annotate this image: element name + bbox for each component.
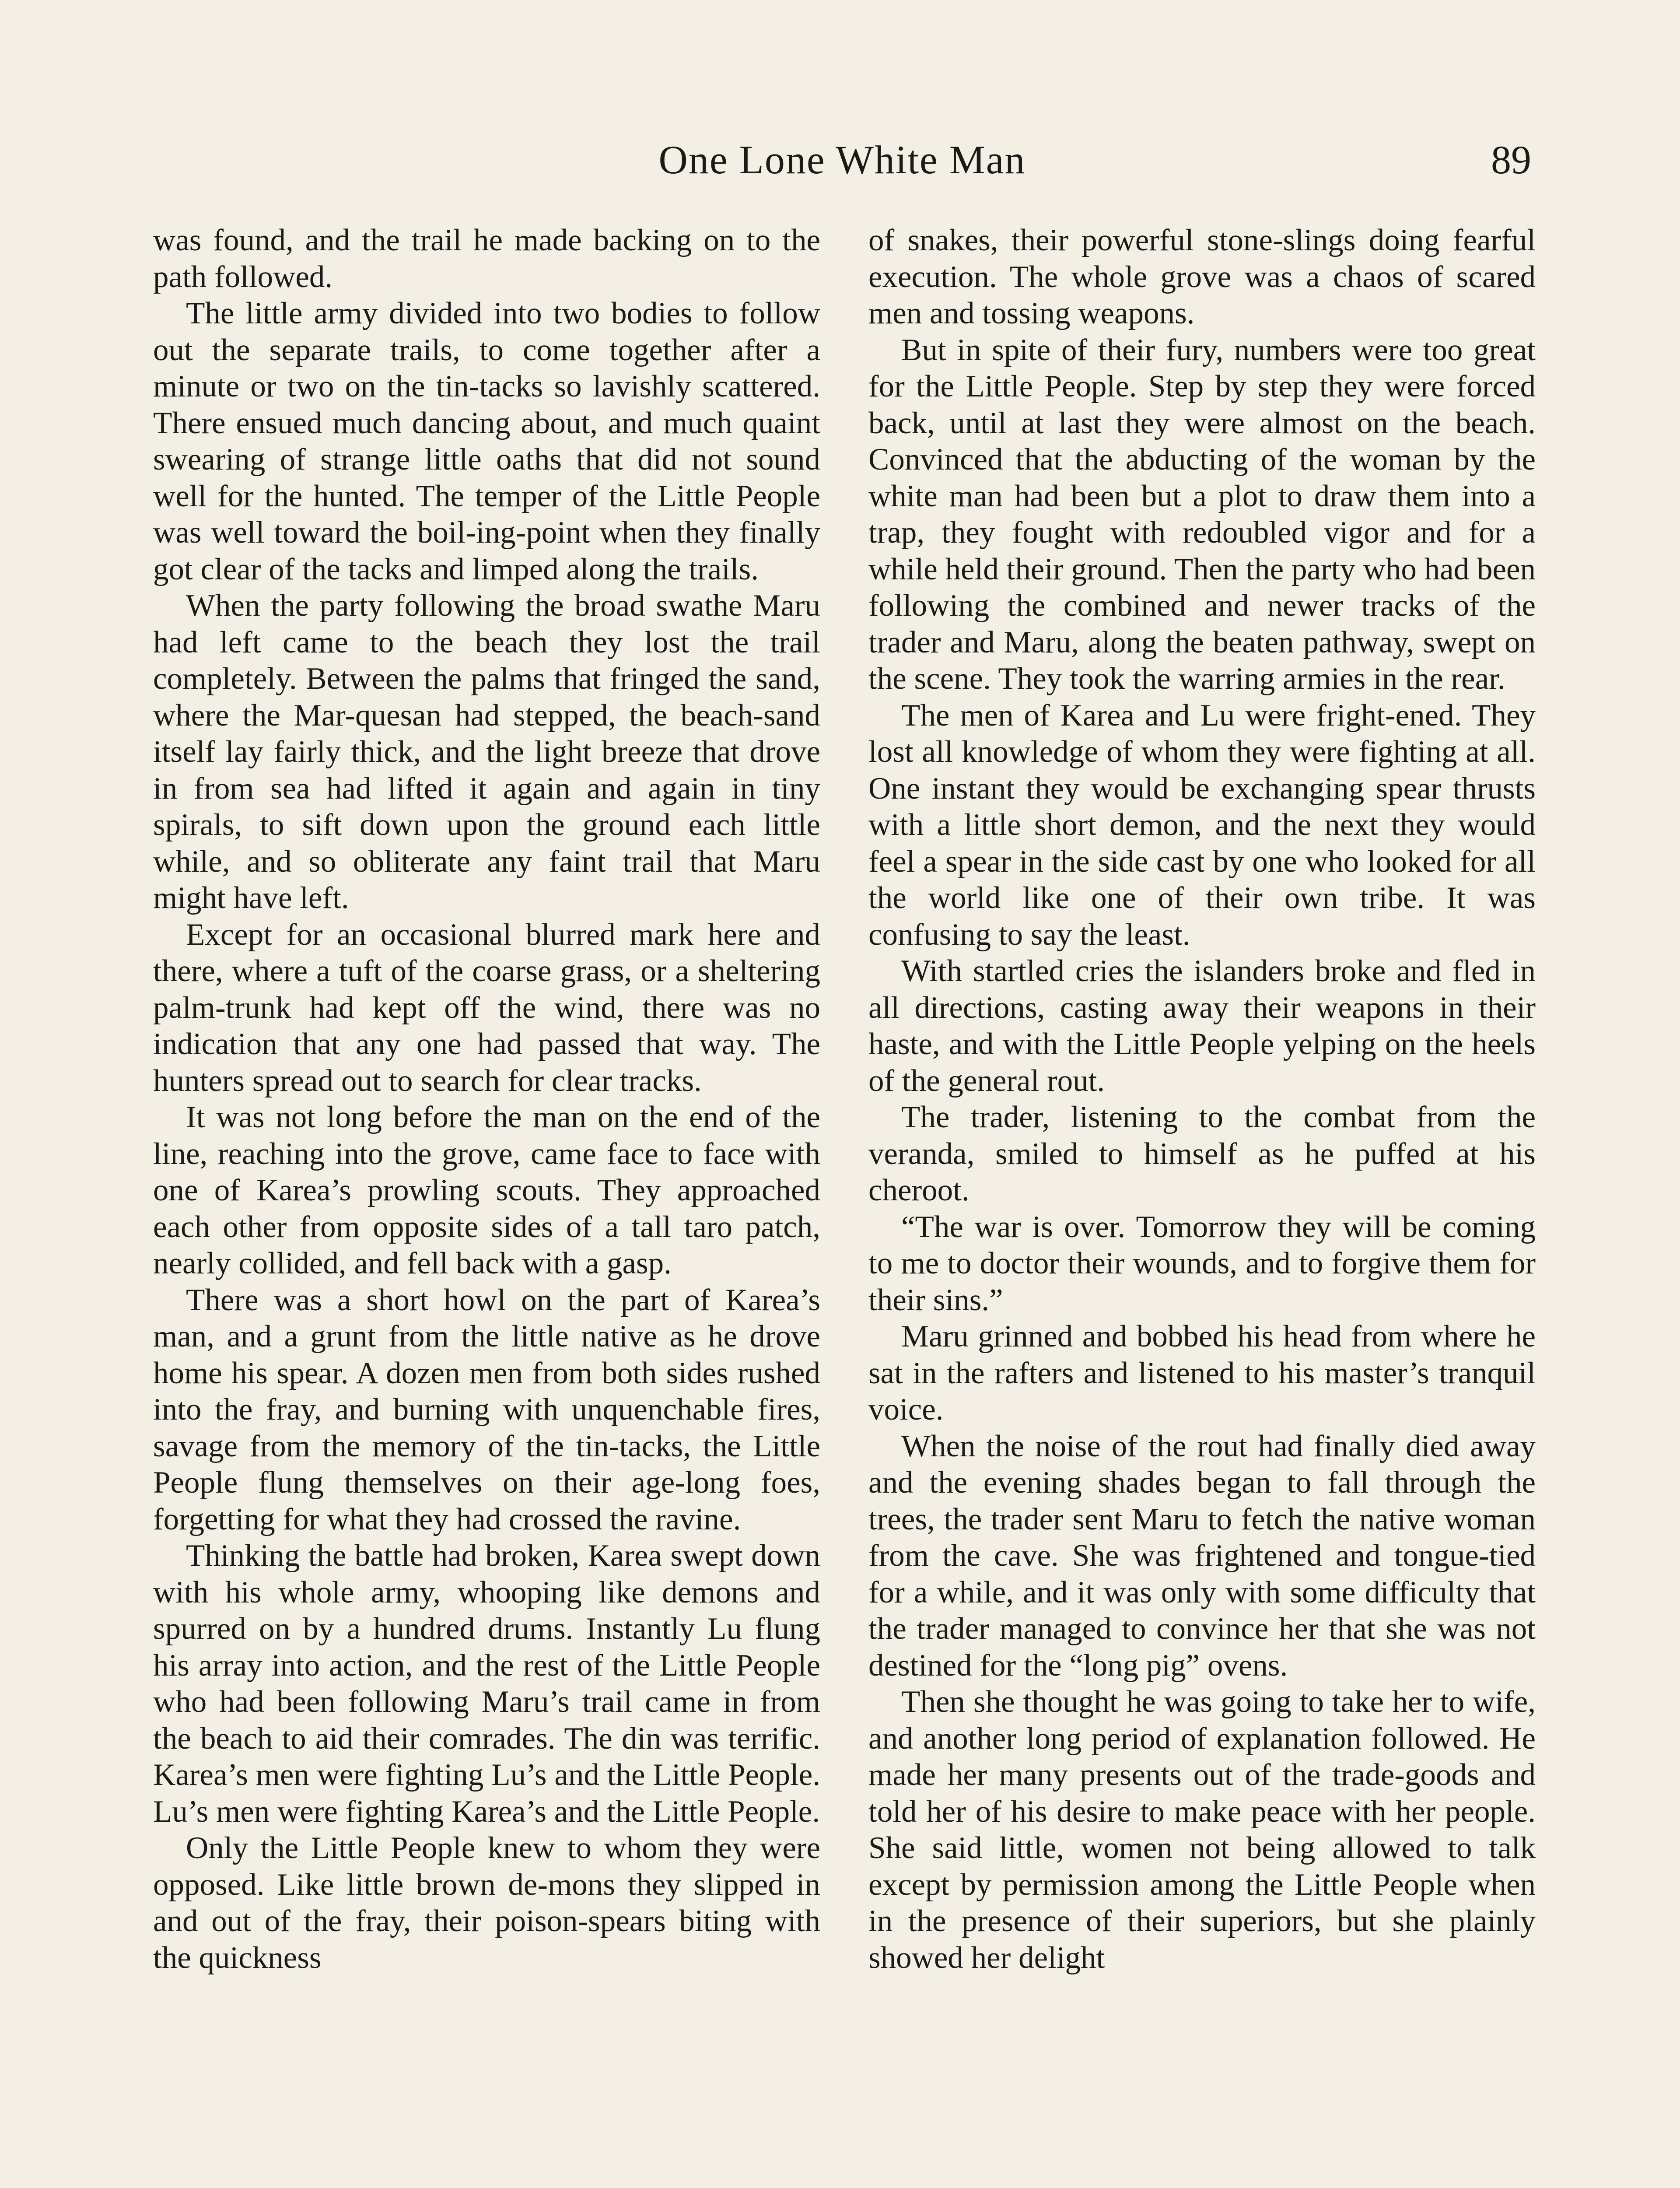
paragraph: The little army divided into two bodies to follow out the separate trails, to come together after a minute or two on the tin-tacks so lavishly scattered. There ensued much dancing about, and much quaint swearing of strange little oaths that did not sound well for the hunted. The temper of the Little People was well toward the boil-ing-point when they finally got clear of the tacks and limped along the trails.: [153, 296, 820, 586]
paragraph: When the party following the broad swathe Maru had left came to the beach they lost the trail completely. Between the palms that fringed the sand, where the Mar-quesan had stepped, the beach-sand itself lay fairly thick, and the light breeze that drove in from sea had lifted it again and again in tiny spirals, to sift down upon the ground each little while, and so obliterate any faint trail that Maru might have left.: [153, 589, 820, 915]
left-column: [153, 222, 820, 2188]
paragraph: of snakes, their powerful stone-slings doing fearful execution. The whole grove was a chaos of scared men and tossing weapons.: [868, 223, 1536, 330]
paragraph: But in spite of their fury, numbers were too great for the Little People. Step by step they were forced back, until at last they were almost on the beach. Convinced that the abducting of the woman by the white man had been but a plot to draw them into a trap, they fought with redoubled vigor and for a while held their ground. Then the party who had been following the combined and newer tracks of the trader and Maru, along the beaten pathway, swept on the scene. They took the warring armies in the rear.: [868, 333, 1536, 696]
page-header: [153, 131, 1531, 188]
right-column: [868, 222, 1536, 2188]
paragraph: The trader, listening to the combat from the veranda, smiled to himself as he puffed at his cheroot.: [868, 1100, 1536, 1207]
text-columns: [153, 222, 1536, 2188]
paragraph: With startled cries the islanders broke and fled in all directions, casting away their weapons in their haste, and with the Little People yelping on the heels of the general rout.: [868, 954, 1536, 1098]
paragraph: “The war is over. Tomorrow they will be coming to me to doctor their wounds, and to forgive them for their sins.”: [868, 1210, 1536, 1317]
paragraph: Thinking the battle had broken, Karea swept down with his whole army, whooping like demons and spurred on by a hundred drums. Instantly Lu flung his array into action, and the rest of the Little People who had been following Maru’s trail came in from the beach to aid their comrades. The din was terrific. Karea’s men were fighting Lu’s and the Little People. Lu’s men were fighting Karea’s and the Little People.: [153, 1539, 820, 1829]
paragraph: There was a short howl on the part of Karea’s man, and a grunt from the little native as he drove home his spear. A dozen men from both sides rushed into the fray, and burning with unquenchable fires, savage from the memory of the tin-tacks, the Little People flung themselves on their age-long foes, forgetting for what they had crossed the ravine.: [153, 1283, 820, 1536]
page-number: 89: [1491, 137, 1531, 182]
paragraph: The men of Karea and Lu were fright-ened. They lost all knowledge of whom they were fighting at all. One instant they would be exchanging spear thrusts with a little short demon, and the next they would feel a spear in the side cast by one who looked for all the world like one of their own tribe. It was confusing to say the least.: [868, 698, 1536, 952]
running-title: One Lone White Man: [658, 137, 1026, 182]
paragraph: Then she thought he was going to take her to wife, and another long period of explanation followed. He made her many presents out of the trade-goods and told her of his desire to make peace with her people. She said little, women not being allowed to talk except by permission among the Little People when in the presence of their superiors, but she plainly showed her delight: [868, 1685, 1536, 1975]
paragraph: It was not long before the man on the end of the line, reaching into the grove, came face to face with one of Karea’s prowling scouts. They approached each other from opposite sides of a tall taro patch, nearly collided, and fell back with a gasp.: [153, 1100, 820, 1280]
paragraph: was found, and the trail he made backing on to the path followed.: [153, 223, 820, 294]
paragraph: Maru grinned and bobbed his head from where he sat in the rafters and listened to his master’s tranquil voice.: [868, 1319, 1536, 1427]
paragraph: Only the Little People knew to whom they were opposed. Like little brown de-mons they slipped in and out of the fray, their poison-spears biting with the quickness: [153, 1831, 820, 1975]
paragraph: Except for an occasional blurred mark here and there, where a tuft of the coarse grass, or a sheltering palm-trunk had kept off the wind, there was no indication that any one had passed that way. The hunters spread out to search for clear tracks.: [153, 917, 820, 1098]
paragraph: When the noise of the rout had finally died away and the evening shades began to fall through the trees, the trader sent Maru to fetch the native woman from the cave. She was frightened and tongue-tied for a while, and it was only with some difficulty that the trader managed to convince her that she was not destined for the “long pig” ovens.: [868, 1429, 1536, 1683]
